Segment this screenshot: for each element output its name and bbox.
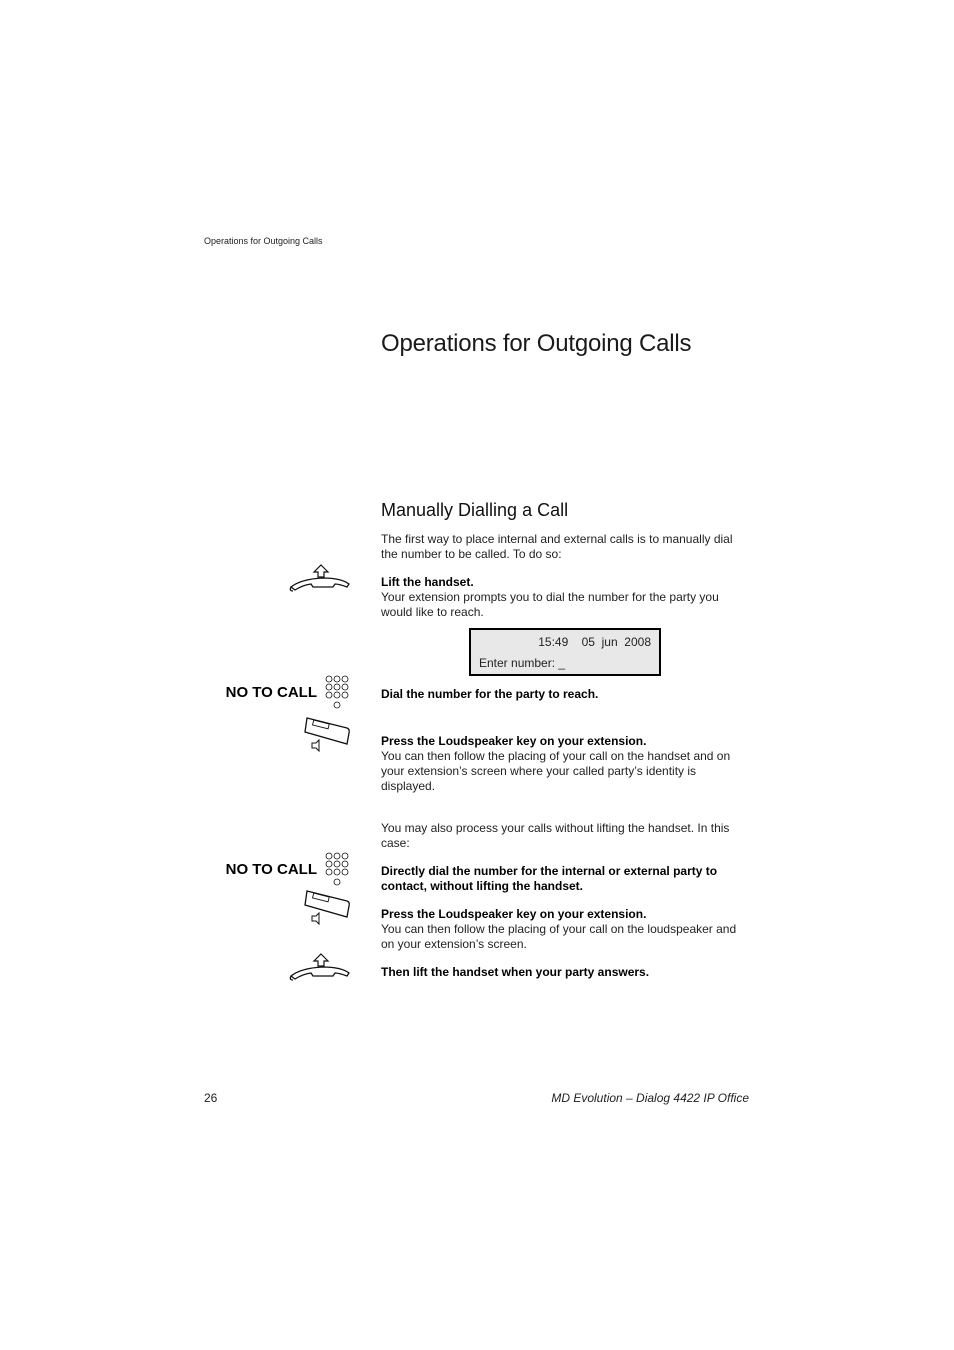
step-direct-dial: Directly dial the number for the internal or external party to contact, without lifting the handset.: [381, 864, 718, 893]
section-title: Manually Dialling a Call: [381, 500, 569, 520]
document-title: MD Evolution – Dialog 4422 IP Office: [551, 1091, 749, 1105]
key-label-no-to-call: NO TO CALL: [225, 684, 317, 701]
running-header: Operations for Outgoing Calls: [204, 236, 323, 246]
step-loudspeaker-2-body: You can then follow the placing of your call on the loudspeaker and on your extension’s screen.: [381, 922, 737, 951]
keypad-icon: [325, 675, 351, 711]
keypad-icon: [325, 852, 351, 888]
intro-paragraph: The first way to place internal and external calls is to manually dial the number to be called. To do so:: [381, 532, 733, 561]
loudspeaker-key-icon: [303, 887, 353, 927]
key-label-no-to-call-2: NO TO CALL: [225, 861, 317, 878]
step-lift-handset: [381, 575, 751, 620]
step-lift-handset-title: Lift the handset.: [381, 575, 474, 589]
step-loudspeaker-title: Press the Loudspeaker key on your extension.: [381, 734, 647, 748]
step-lift-handset-body: Your extension prompts you to dial the number for the party you would like to reach.: [381, 590, 719, 619]
display-datetime: 15:49 05 jun 2008: [538, 635, 651, 649]
chapter-title: Operations for Outgoing Calls: [381, 330, 692, 357]
phone-display: [469, 628, 661, 676]
page-number: 26: [204, 1091, 218, 1105]
loudspeaker-key-icon: [303, 714, 353, 754]
step-lift-when-answered: Then lift the handset when your party answers.: [381, 965, 650, 979]
handset-lift-icon: [287, 952, 353, 982]
display-prompt: Enter number: _: [479, 656, 566, 670]
step-loudspeaker-body: You can then follow the placing of your call on the handset and on your extension’s screen where your called party’s identity is displayed.: [381, 749, 731, 793]
step-dial-number: Dial the number for the party to reach.: [381, 687, 599, 701]
handset-lift-icon: [287, 563, 353, 593]
step-loudspeaker-2-title: Press the Loudspeaker key on your extension.: [381, 907, 647, 921]
alt-intro-paragraph: You may also process your calls without lifting the handset. In this case:: [381, 821, 730, 850]
step-loudspeaker: [381, 734, 751, 794]
step-loudspeaker-2: [381, 907, 751, 952]
